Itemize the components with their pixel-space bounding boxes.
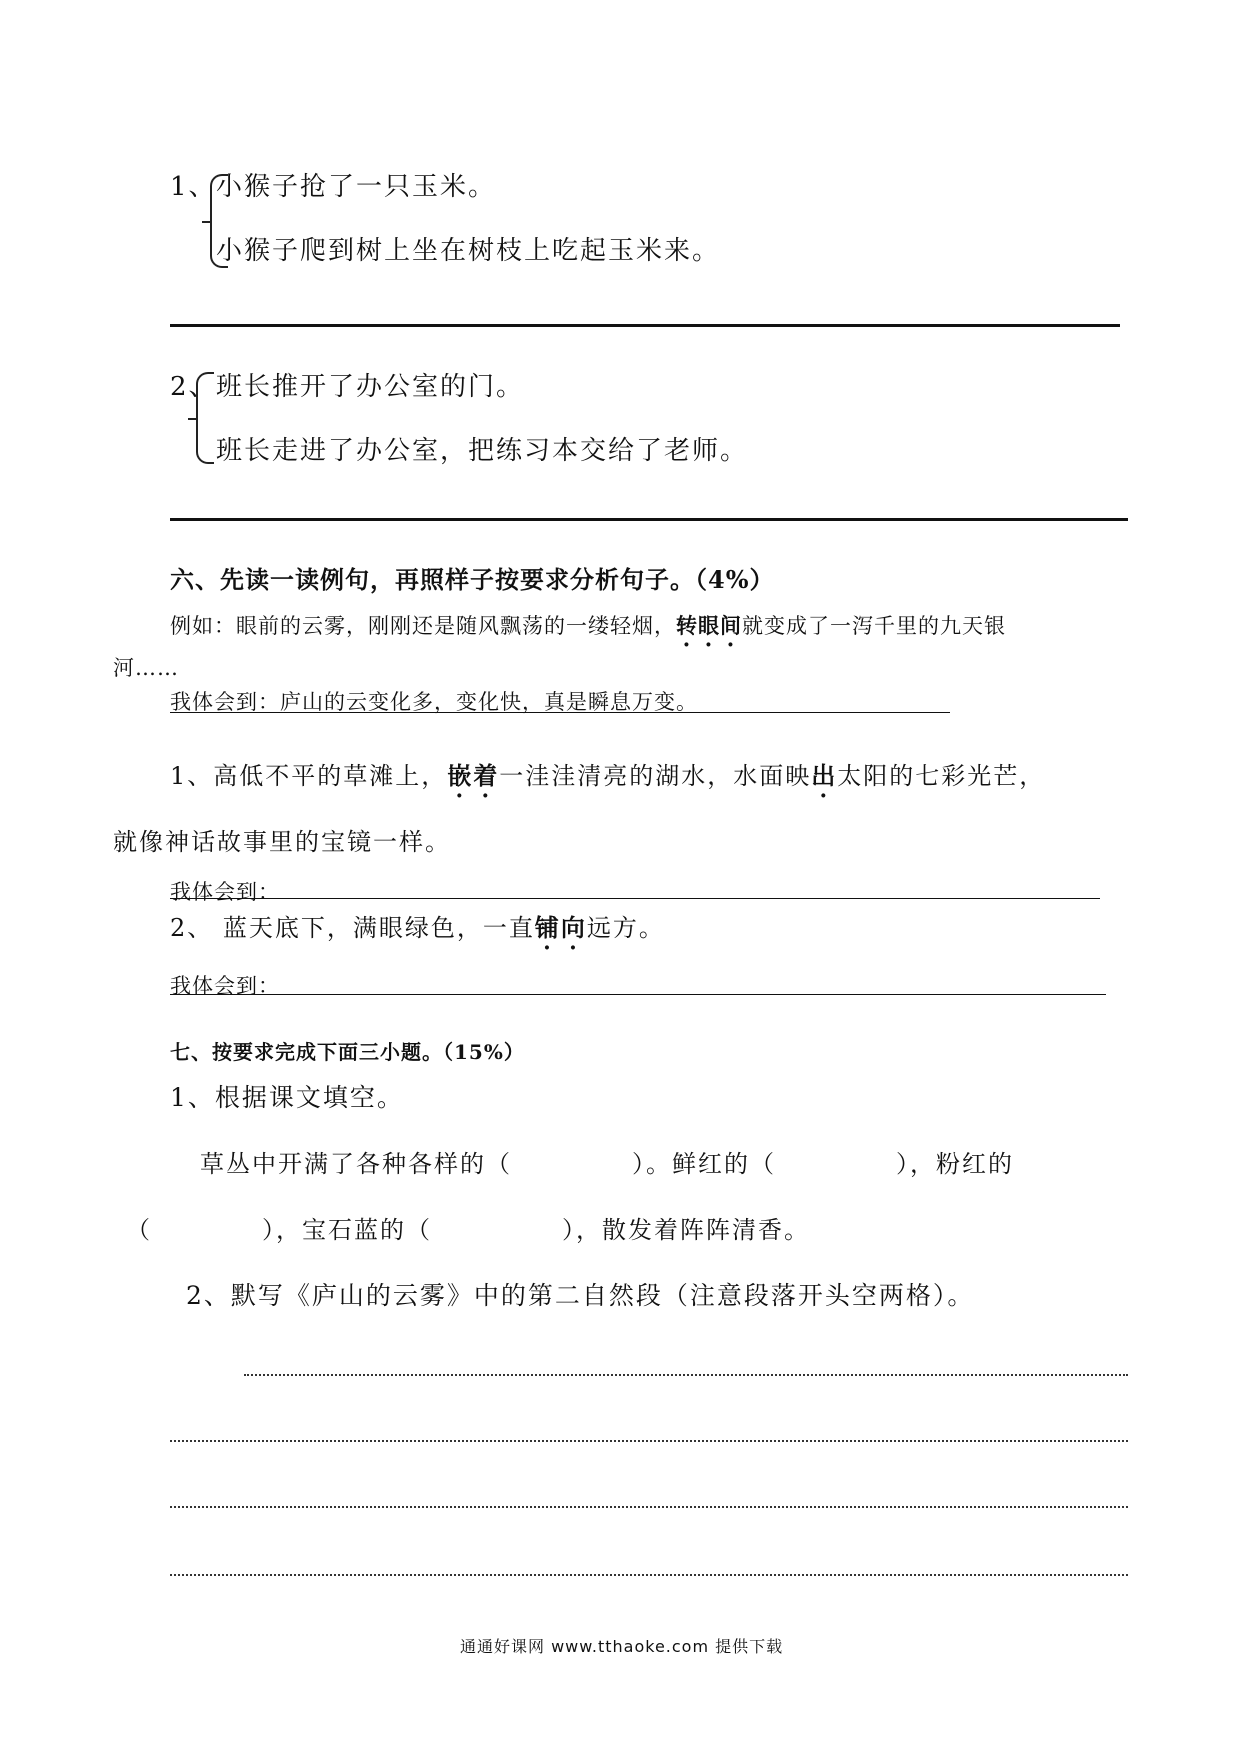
q2-answer-line[interactable] bbox=[170, 518, 1128, 521]
q2-number: 2、 bbox=[170, 372, 217, 402]
item1-answer-line[interactable] bbox=[170, 898, 1100, 899]
q1-number: 1、 bbox=[170, 172, 217, 202]
fill-line2: （ ），宝石蓝的（ ），散发着阵阵清香。 bbox=[126, 1216, 810, 1244]
q2-line-b: 班长走进了办公室，把练习本交给了老师。 bbox=[216, 436, 749, 466]
q2-brace bbox=[196, 372, 214, 464]
q1-answer-line[interactable] bbox=[170, 324, 1120, 327]
dictation-line-1[interactable] bbox=[244, 1374, 1128, 1376]
example-answer: 我体会到：庐山的云变化多，变化快，真是瞬息万变。 bbox=[170, 690, 698, 714]
q2-line-a: 班长推开了办公室的门。 bbox=[216, 372, 525, 402]
dictation-line-4[interactable] bbox=[170, 1574, 1128, 1576]
item2-answer-label: 我体会到： bbox=[170, 974, 280, 998]
section6-example bbox=[170, 610, 1006, 640]
example-prefix: 例如：眼前的云雾，刚刚还是随风飘荡的一缕轻烟， bbox=[170, 614, 676, 638]
q1-line-a: 小猴子抢了一只玉米。 bbox=[216, 172, 497, 202]
example-continuation: 河…… bbox=[113, 656, 179, 680]
item1-emph: 嵌着 bbox=[447, 761, 500, 790]
footer-text: 通通好课网 www.tthaoke.com 提供下载 bbox=[460, 1637, 784, 1656]
example-answer-underline bbox=[170, 712, 950, 713]
dictation-line-3[interactable] bbox=[170, 1506, 1128, 1508]
item2-emph: 铺向 bbox=[534, 913, 587, 942]
q1-line-b: 小猴子爬到树上坐在树枝上吃起玉米来。 bbox=[216, 236, 721, 266]
section7-heading: 七、按要求完成下面三小题。（15%） bbox=[170, 1040, 525, 1064]
item2-line: 2、 蓝天底下，满眼绿色，一直铺向远方。 bbox=[170, 913, 665, 942]
section7-sub2: 2、默写《庐山的云雾》中的第二自然段（注意段落开头空两格）。 bbox=[186, 1281, 975, 1310]
section7-sub1: 1、根据课文填空。 bbox=[170, 1083, 404, 1112]
dictation-line-2[interactable] bbox=[170, 1440, 1128, 1442]
item1-answer-label: 我体会到： bbox=[170, 880, 280, 904]
item1-line-a: 1、高低不平的草滩上，嵌着一洼洼清亮的湖水，水面映出太阳的七彩光芒， bbox=[170, 761, 1046, 790]
item2-answer-line[interactable] bbox=[170, 994, 1106, 995]
item1-emph2: 出 bbox=[811, 761, 838, 790]
section6-heading: 六、先读一读例句，再照样子按要求分析句子。（4%） bbox=[170, 565, 775, 594]
item1-line-b: 就像神话故事里的宝镜一样。 bbox=[113, 828, 451, 856]
example-suffix: 就变成了一泻千里的九天银 bbox=[742, 614, 1006, 638]
fill-line1: 草丛中开满了各种各样的（ ）。鲜红的（ ），粉红的 bbox=[200, 1150, 1014, 1178]
example-emph: 转眼间 bbox=[676, 613, 742, 638]
